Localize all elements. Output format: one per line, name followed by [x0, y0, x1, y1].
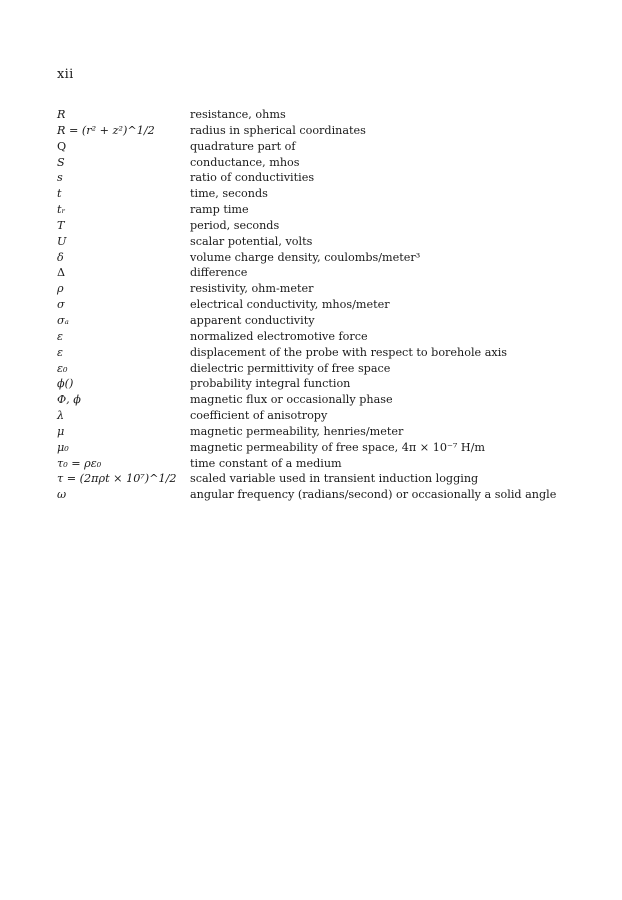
symbol-row [57, 234, 597, 250]
symbol-row [57, 297, 597, 313]
symbol: Q [57, 139, 67, 153]
page-number: xii [57, 67, 74, 82]
symbol-row [57, 408, 597, 424]
symbol-description: conductance, mhos [190, 155, 300, 169]
symbol-row [57, 376, 597, 392]
symbol-row [57, 345, 597, 361]
symbol-row [57, 107, 597, 123]
symbol: τ₀ = ρε₀ [57, 456, 102, 470]
symbol-row [57, 440, 597, 456]
symbol-row [57, 139, 597, 155]
symbol-row [57, 456, 597, 472]
symbol-description: electrical conductivity, mhos/meter [190, 298, 390, 312]
symbol-row [57, 313, 597, 329]
symbol-row [57, 471, 597, 487]
symbol-row [57, 202, 597, 218]
symbol-row [57, 186, 597, 202]
symbol-description: resistivity, ohm-meter [190, 282, 314, 296]
symbol-row [57, 329, 597, 345]
symbol-description: displacement of the probe with respect to borehole axis [190, 345, 508, 359]
symbol-row [57, 123, 597, 139]
symbol: Δ [57, 266, 66, 280]
symbol-description: magnetic permeability, henries/meter [190, 424, 404, 438]
symbol-description: normalized electromotive force [190, 329, 368, 343]
symbol: T [57, 218, 65, 232]
symbol-description: ratio of conductivities [190, 171, 315, 185]
symbol-description: probability integral function [190, 377, 351, 391]
symbol: t [57, 187, 62, 201]
symbol: U [57, 234, 67, 248]
symbol: δ [57, 250, 64, 264]
symbol-row [57, 265, 597, 281]
symbol: ε [57, 329, 64, 343]
symbol-row [57, 250, 597, 266]
symbol-description: time constant of a medium [190, 456, 342, 470]
symbol-row [57, 424, 597, 440]
symbol: s [57, 171, 63, 185]
symbol: ρ [57, 282, 64, 296]
symbol-row [57, 392, 597, 408]
symbol: μ [57, 424, 65, 438]
symbol: ω [57, 488, 67, 502]
symbol-row [57, 361, 597, 377]
symbol: ϕ() [57, 377, 74, 391]
symbol-description: time, seconds [190, 187, 268, 201]
symbol-description: magnetic flux or occasionally phase [190, 393, 393, 407]
symbol-row [57, 487, 597, 503]
symbol: R = (r² + z²)^1/2 [57, 123, 155, 137]
symbol-description: ramp time [190, 203, 249, 217]
symbol: σₐ [57, 313, 69, 327]
symbol-description: scalar potential, volts [190, 234, 313, 248]
symbol-description: angular frequency (radians/second) or occasionally a solid angle [190, 488, 557, 502]
symbol-description: magnetic permeability of free space, 4π × 10⁻⁷ H/m [190, 440, 486, 454]
symbol-description: period, seconds [190, 218, 280, 232]
symbol-row [57, 281, 597, 297]
symbol: λ [57, 409, 65, 423]
symbol-row [57, 218, 597, 234]
symbol-description: coefficient of anisotropy [190, 409, 328, 423]
symbol-description: quadrature part of [190, 139, 296, 153]
symbol-description: radius in spherical coordinates [190, 123, 366, 137]
symbol-description: resistance, ohms [190, 108, 286, 121]
symbol-description: dielectric permittivity of free space [190, 361, 391, 375]
symbol-description: apparent conductivity [190, 313, 315, 327]
symbol-description: difference [190, 266, 248, 280]
symbol-description: volume charge density, coulombs/meter³ [190, 250, 421, 264]
symbol: σ [57, 298, 65, 312]
symbol-description: scaled variable used in transient induction logging [190, 472, 479, 486]
symbol-list [57, 107, 597, 503]
symbol-row [57, 170, 597, 186]
symbol: tᵣ [57, 203, 66, 217]
symbol: μ₀ [57, 440, 69, 454]
symbol: ε₀ [57, 361, 68, 375]
symbol: ε [57, 345, 64, 359]
symbol: τ = (2πρt × 10⁷)^1/2 [57, 472, 177, 486]
symbol: S [57, 155, 65, 169]
symbol: Φ, ϕ [57, 393, 81, 407]
symbol-row [57, 155, 597, 171]
symbol: R [57, 108, 66, 121]
